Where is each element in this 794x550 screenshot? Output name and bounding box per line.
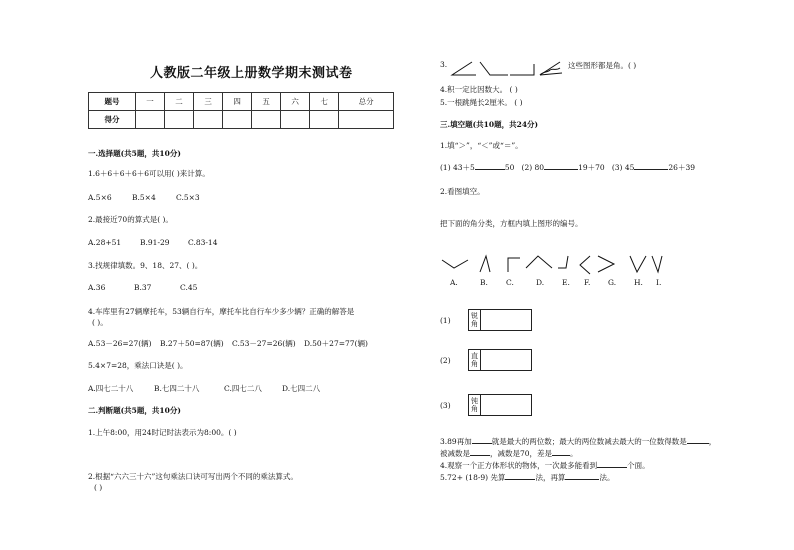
obtuse-angle-label: 钝 角 [469, 395, 481, 415]
s1-q5: 5.4×7=28，乘法口诀是( )。 [88, 361, 188, 370]
score-cell[interactable] [223, 111, 252, 129]
fill4-blank[interactable] [597, 467, 627, 468]
s1-q3-opt-c[interactable]: C.45 [180, 283, 198, 292]
s1-q5-opt-d[interactable]: D.七四二八 [282, 384, 321, 393]
score-header-cell: 总分 [339, 93, 394, 111]
s1-q4-opt-b[interactable]: B.27＋50=87(辆) [160, 339, 224, 348]
fill3-blank-1[interactable] [472, 443, 492, 444]
s2-q2-line1: 2.根据“六六三十六”这句乘法口诀可写出两个不同的乘法算式。 [88, 472, 298, 481]
fill1-blank-1[interactable] [475, 169, 505, 170]
fill4: 4.观察一个正方体形状的物体，一次最多能看到 个面。 [440, 461, 650, 470]
angle-g-shape [598, 256, 614, 272]
score-table-header-row [89, 93, 394, 111]
angle-label-i: I. [656, 278, 662, 287]
score-cell[interactable] [310, 111, 339, 129]
s1-q4-line2: ( )。 [92, 318, 108, 327]
angle-label-e: E. [562, 278, 570, 287]
score-header-cell: 三 [194, 93, 223, 111]
acute-angle-box[interactable] [468, 309, 532, 331]
angles-figure [440, 252, 680, 276]
s1-q2-opt-c[interactable]: C.83-14 [188, 238, 218, 247]
section3-heading: 三.填空题(共10题，共24分) [440, 120, 539, 129]
acute-angle-label: 锐 角 [469, 310, 481, 330]
score-header-cell: 七 [310, 93, 339, 111]
fill3-line2: 被减数是 ，减数是70，差是 。 [440, 449, 578, 458]
angle-c-shape [508, 258, 520, 272]
fill1-items [440, 162, 695, 173]
s1-q4-opt-d[interactable]: D.50＋27=77(辆) [304, 339, 368, 348]
score-header-cell: 一 [136, 93, 165, 111]
fill1-item3-left: (3) 45 [611, 163, 635, 172]
score-header-cell: 四 [223, 93, 252, 111]
s2-q2-line2: ( ) [94, 483, 103, 492]
s1-q2: 2.最接近70的算式是( )。 [88, 215, 173, 224]
angle-b-shape [480, 256, 490, 272]
angle-label-g: G. [608, 278, 617, 287]
s1-q3-opt-a[interactable]: A.36 [88, 283, 106, 292]
fill1-item2-right: 19＋70 [578, 163, 605, 172]
score-cell[interactable] [194, 111, 223, 129]
fill1-blank-3[interactable] [634, 169, 668, 170]
fill1: 1.填“＞”，“＜”或“＝”。 [440, 141, 523, 150]
angle-label-h: H. [634, 278, 643, 287]
score-row-label: 得分 [89, 111, 136, 129]
s1-q1: 1.6＋6＋6＋6＋6可以用( )来计算。 [88, 169, 210, 178]
score-table [88, 92, 394, 129]
score-cell[interactable] [339, 111, 394, 129]
s1-q3: 3.找规律填数。9、18、27、( )。 [88, 261, 203, 270]
fill1-item2-left: (2) 80 [521, 163, 545, 172]
section1-heading: 一.选择题(共5题，共10分) [88, 149, 181, 158]
right-angle-box[interactable] [468, 349, 532, 371]
page-title: 人教版二年级上册数学期末测试卷 [150, 66, 353, 81]
angle-d-shape [526, 256, 552, 268]
fill2: 2.看图填空。 [440, 187, 485, 196]
s1-q1-opt-c[interactable]: C.5×3 [176, 193, 200, 202]
s1-q4-line1: 4.车库里有27辆摩托车，53辆自行车，摩托车比自行车少多少辆？正确的解答是 [88, 307, 355, 316]
s1-q1-opt-b[interactable]: B.5×4 [132, 193, 156, 202]
score-header-cell: 二 [165, 93, 194, 111]
right-angle-label: 直 角 [469, 350, 481, 370]
fill1-item1-right: 50 [504, 163, 515, 172]
box2-number: (2) [440, 356, 451, 365]
fill1-item1-left: (1) 43＋5 [440, 163, 475, 172]
angle-e-shape [558, 256, 568, 268]
angle-f-shape [580, 256, 590, 274]
r-q4: 4.积一定比因数大。 ( ) [440, 85, 518, 94]
angle-shapes-figure [448, 58, 568, 78]
s1-q5-opt-a[interactable]: A.四七二十八 [88, 384, 134, 393]
score-cell[interactable] [136, 111, 165, 129]
score-table-score-row [89, 111, 394, 129]
angle-label-c: C. [506, 278, 514, 287]
angle-label-d: D. [536, 278, 545, 287]
fill1-blank-2[interactable] [544, 169, 578, 170]
s1-q3-opt-b[interactable]: B.37 [134, 283, 152, 292]
s1-q2-opt-b[interactable]: B.91-29 [140, 238, 170, 247]
score-header-cell: 题号 [89, 93, 136, 111]
angle-label-a: A. [450, 278, 458, 287]
fill3-blank-3[interactable] [470, 455, 490, 456]
angle-a-shape [442, 260, 468, 268]
box3-number: (3) [440, 401, 451, 410]
r-q5: 5.一根跳绳长2厘米。 ( ) [440, 98, 523, 107]
s2-q1: 1.上午8:00，用24时记时法表示为8:00。( ) [88, 428, 237, 437]
fill1-item3-right: 26＋39 [668, 163, 695, 172]
s1-q5-opt-c[interactable]: C.四七二八 [224, 384, 262, 393]
section2-heading: 二.判断题(共5题，共10分) [88, 406, 181, 415]
score-cell[interactable] [281, 111, 310, 129]
s1-q5-opt-b[interactable]: B.七四二十八 [154, 384, 200, 393]
fill3-blank-2[interactable] [687, 443, 709, 444]
fill2-instruction: 把下面的角分类，方框内填上图形的编号。 [440, 219, 583, 228]
score-cell[interactable] [165, 111, 194, 129]
score-header-cell: 六 [281, 93, 310, 111]
score-cell[interactable] [252, 111, 281, 129]
s1-q4-opt-a[interactable]: A.53－26=27(辆) [88, 339, 152, 348]
r-q3-num: 3. [440, 60, 448, 69]
angle-label-b: B. [480, 278, 488, 287]
angle-label-f: F. [584, 278, 591, 287]
fill5: 5.72+ (18-9) 先算 法，再算 法。 [440, 473, 615, 482]
fill5-blank-2[interactable] [565, 479, 599, 480]
obtuse-angle-box[interactable] [468, 394, 532, 416]
s1-q2-opt-a[interactable]: A.28+51 [88, 238, 122, 247]
box1-number: (1) [440, 316, 451, 325]
s1-q1-opt-a[interactable]: A.5×6 [88, 193, 112, 202]
s1-q4-opt-c[interactable]: C.53－27=26(辆) [232, 339, 296, 348]
r-q3-text: 这些图形都是角。( ) [568, 61, 637, 70]
score-header-cell: 五 [252, 93, 281, 111]
fill3-line1: 3.89再加 就是最大的两位数；最大的两位数减去最大的一位数得数是 ， [440, 437, 717, 446]
angle-i-shape [652, 256, 662, 272]
fill3-blank-4[interactable] [552, 455, 570, 456]
fill5-blank-1[interactable] [505, 479, 535, 480]
angle-h-shape [630, 256, 646, 272]
